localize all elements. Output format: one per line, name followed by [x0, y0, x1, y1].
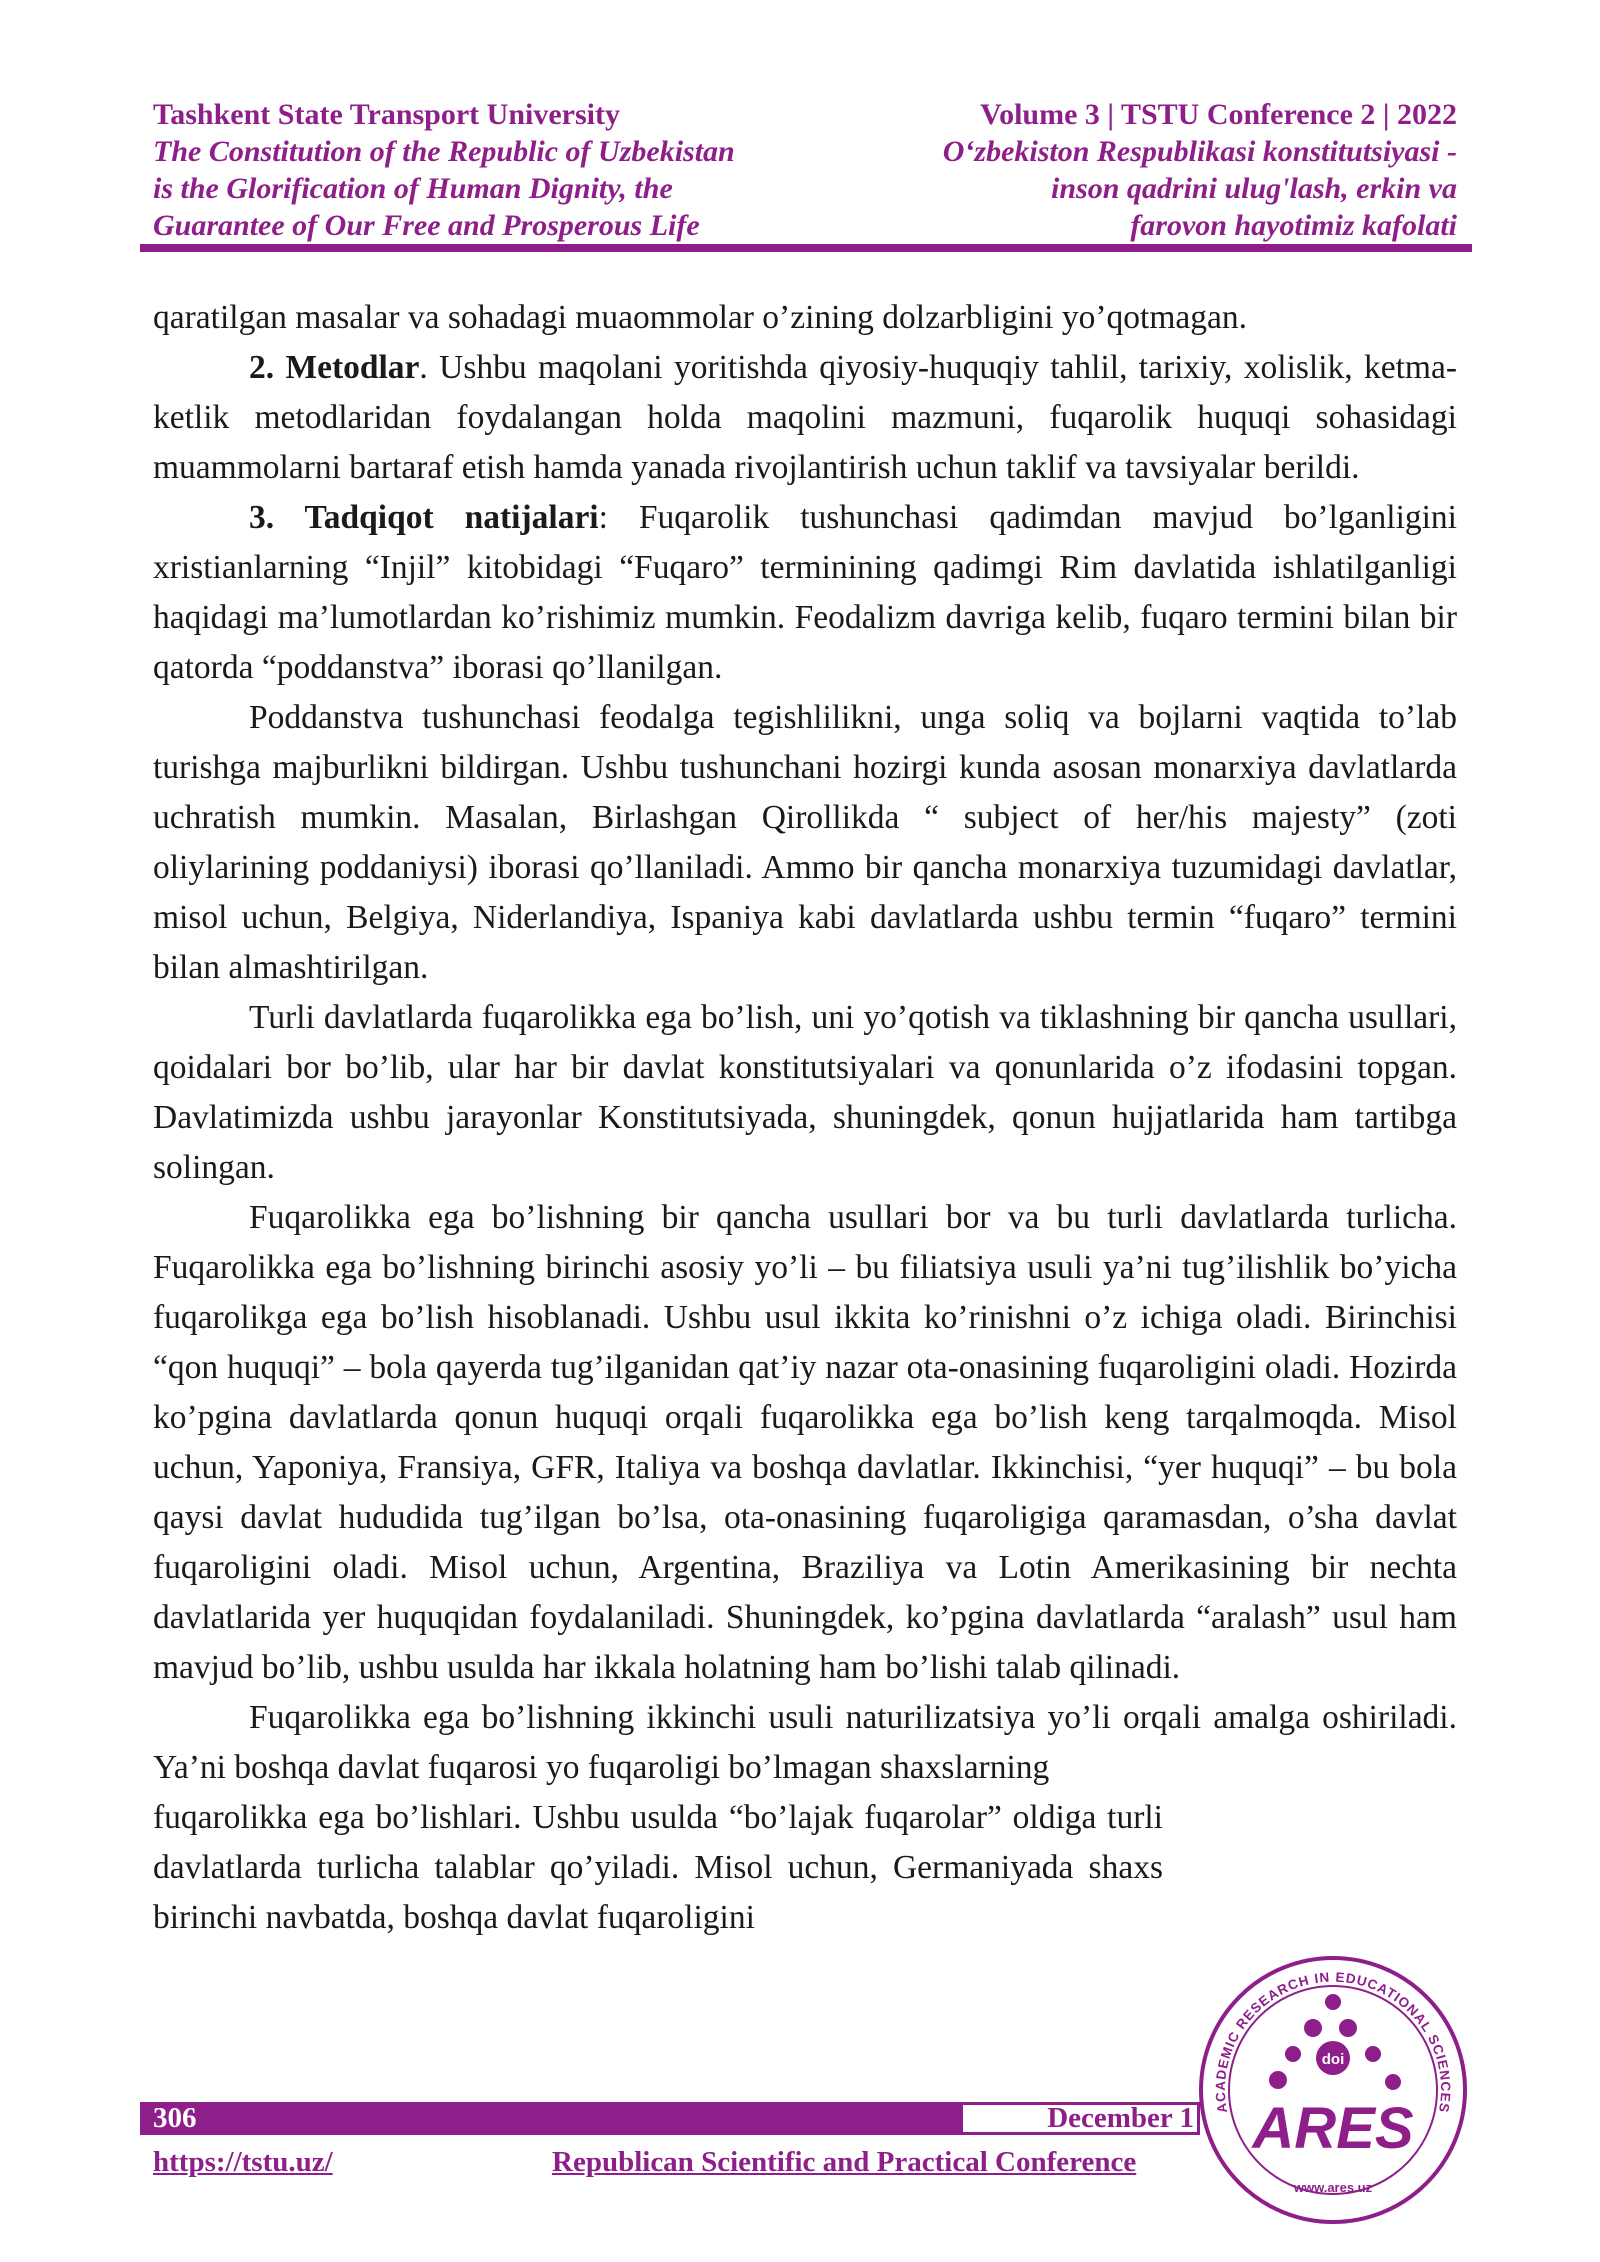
paragraph-results-text: : Fuqarolik tushunchasi qadimdan mavjud bo’lganligini xristianlarning “Injil” kitobidagi “Fuqaro” terminining qadimgi Rim davlatida ishlatilganligi haqidagi ma’lumotlardan ko’rishimiz mumkin. Feodalizm davriga kelib, fuqaro termini bilan bir qatorda “poddanstva” iborasi qo’llanilgan. [153, 499, 1457, 686]
doi-label: doi [1321, 2051, 1345, 2068]
article-body [153, 293, 1457, 1943]
paragraph-filiation: Fuqarolikka ega bo’lishning bir qancha usullari bor va bu turli davlatlarda turlicha. Fuqarolikka ega bo’lishning birinchi asosiy yo’li – bu filiatsiya usuli ya’ni tug’ilishlik bo’yicha fuqarolikga ega bo’lish hisoblanadi. Ushbu usul ikkita ko’rinishni o’z ichiga oladi. Birinchisi “qon huquqi” – bola qayerda tug’ilganidan qat’iy nazar ota-onasining fuqaroligini oladi. Hozirda ko’pgina davlatlarda qonun huquqi orqali fuqarolikka ega bo’lish keng tarqalmoqda. Misol uchun, Yaponiya, Fransiya, GFR, Italiya va boshqa davlatlar. Ikkinchisi, “yer huquqi” – bu bola qaysi davlat hududida tug’ilgan bo’lsa, ota-onasining fuqaroligiga qaramasdan, o’sha davlat fuqaroligini oladi. Misol uchun, Argentina, Braziliya va Lotin Amerikasining bir nechta davlatlarida yer huquqidan foydalaniladi. Shuningdek, ko’pgina davlatlarda “aralash” usul ham mavjud bo’lib, ushbu usulda har ikkala holatning ham bo’lishi talab qilinadi. [153, 1199, 1457, 1686]
header-left-title-line-1: The Constitution of the Republic of Uzbekistan [153, 135, 735, 168]
paragraph-naturalization-continued: fuqarolikka ega bo’lishlari. Ushbu usulda “bo’lajak fuqarolar” oldiga turli davlatlarda turlicha talablar qo’yiladi. Misol uchun, Germaniyada shaxs birinchi navbatda, boshqa davlat fuqaroligini [153, 1799, 1163, 1936]
paragraph-continuation: qaratilgan masalar va sohadagi muaommolar o’zining dolzarbligini yo’qotmagan. [153, 299, 1248, 336]
section-heading-results: 3. Tadqiqot natijalari [249, 499, 599, 536]
header-left-title-line-3: Guarantee of Our Free and Prosperous Life [153, 209, 700, 242]
paragraph-methods-of-citizenship: Turli davlatlarda fuqarolikka ega bo’lish, uni yo’qotish va tiklashning bir qancha usullari, qoidalari bor bo’lib, ular har bir davlat konstitutsiyalari va qonunlarida o’z ifodasini topgan. Davlatimizda ushbu jarayonlar Konstitutsiyada, shuningdek, qonun hujjatlarida ham tartibga solingan. [153, 999, 1457, 1186]
paragraph-methods-text: . Ushbu maqolani yoritishda qiyosiy-huquqiy tahlil, tarixiy, xolislik, ketma-ketlik metodlaridan foydalangan holda maqolini mazmuni, fuqarolik huquqi sohasidagi muammolarni bartaraf etish hamda yanada rivojlantirish uchun taklif va tavsiyalar berildi. [153, 349, 1457, 486]
footer-conference: Republican Scientific and Practical Conference [552, 2146, 1137, 2178]
paragraph-results [153, 493, 1457, 693]
logo-dot-icon [1325, 1994, 1341, 2010]
paragraph-methods [153, 343, 1457, 493]
header-right-title-line-1: O‘zbekiston Respublikasi konstitutsiyasi - [942, 135, 1457, 168]
header-left [153, 96, 853, 244]
footer-date: December 1 [1047, 2102, 1194, 2134]
logo-dot-icon [1365, 2046, 1381, 2062]
footer-bar [140, 2102, 960, 2135]
footer-url-link[interactable]: https://tstu.uz/ [153, 2146, 333, 2178]
logo-arc-text: ACADEMIC RESEARCH IN EDUCATIONAL SCIENCES [1212, 1969, 1454, 2115]
header-university: Tashkent State Transport University [153, 98, 620, 131]
page-number: 306 [153, 2102, 197, 2134]
header-right-title-line-2: inson qadrini ulug'lash, erkin va [1051, 172, 1457, 205]
logo-dot-icon [1304, 2019, 1322, 2037]
paragraph-poddanstva: Poddanstva tushunchasi feodalga tegishlilikni, unga soliq va bojlarni vaqtida to’lab turishga majburlikni bildirgan. Ushbu tushunchani hozirgi kunda asosan monarxiya davlatlarda uchratish mumkin. Masalan, Birlashgan Qirollikda “ subject of her/his majesty” (zoti oliylarining poddaniysi) iborasi qo’llaniladi. Ammo bir qancha monarxiya tuzumidagi davlatlar, misol uchun, Belgiya, Niderlandiya, Ispaniya kabi davlatlarda ushbu termin “fuqaro” termini bilan almashtirilgan. [153, 699, 1457, 986]
header-volume: Volume 3 | TSTU Conference 2 | 2022 [980, 98, 1457, 131]
logo-wordmark: ARES [1252, 2096, 1414, 2161]
header-left-title-line-2: is the Glorification of Human Dignity, the [153, 172, 673, 205]
logo-dot-icon [1339, 2019, 1357, 2037]
header-right-title-line-3: farovon hayotimiz kafolati [1130, 209, 1457, 242]
logo-dot-icon [1385, 2074, 1401, 2090]
ares-logo [1188, 1940, 1478, 2230]
paragraph-naturalization: Fuqarolikka ega bo’lishning ikkinchi usuli naturilizatsiya yo’li orqali amalga oshiriladi. Ya’ni boshqa davlat fuqarosi yo fuqaroligi bo’lmagan shaxslarning [153, 1699, 1457, 1786]
section-heading-methods: 2. Metodlar [249, 349, 420, 386]
logo-site: www.ares.uz [1293, 2180, 1373, 2195]
header-rule [140, 244, 1472, 252]
logo-dot-icon [1285, 2046, 1301, 2062]
logo-dot-icon [1269, 2071, 1287, 2089]
header-right [850, 96, 1457, 244]
